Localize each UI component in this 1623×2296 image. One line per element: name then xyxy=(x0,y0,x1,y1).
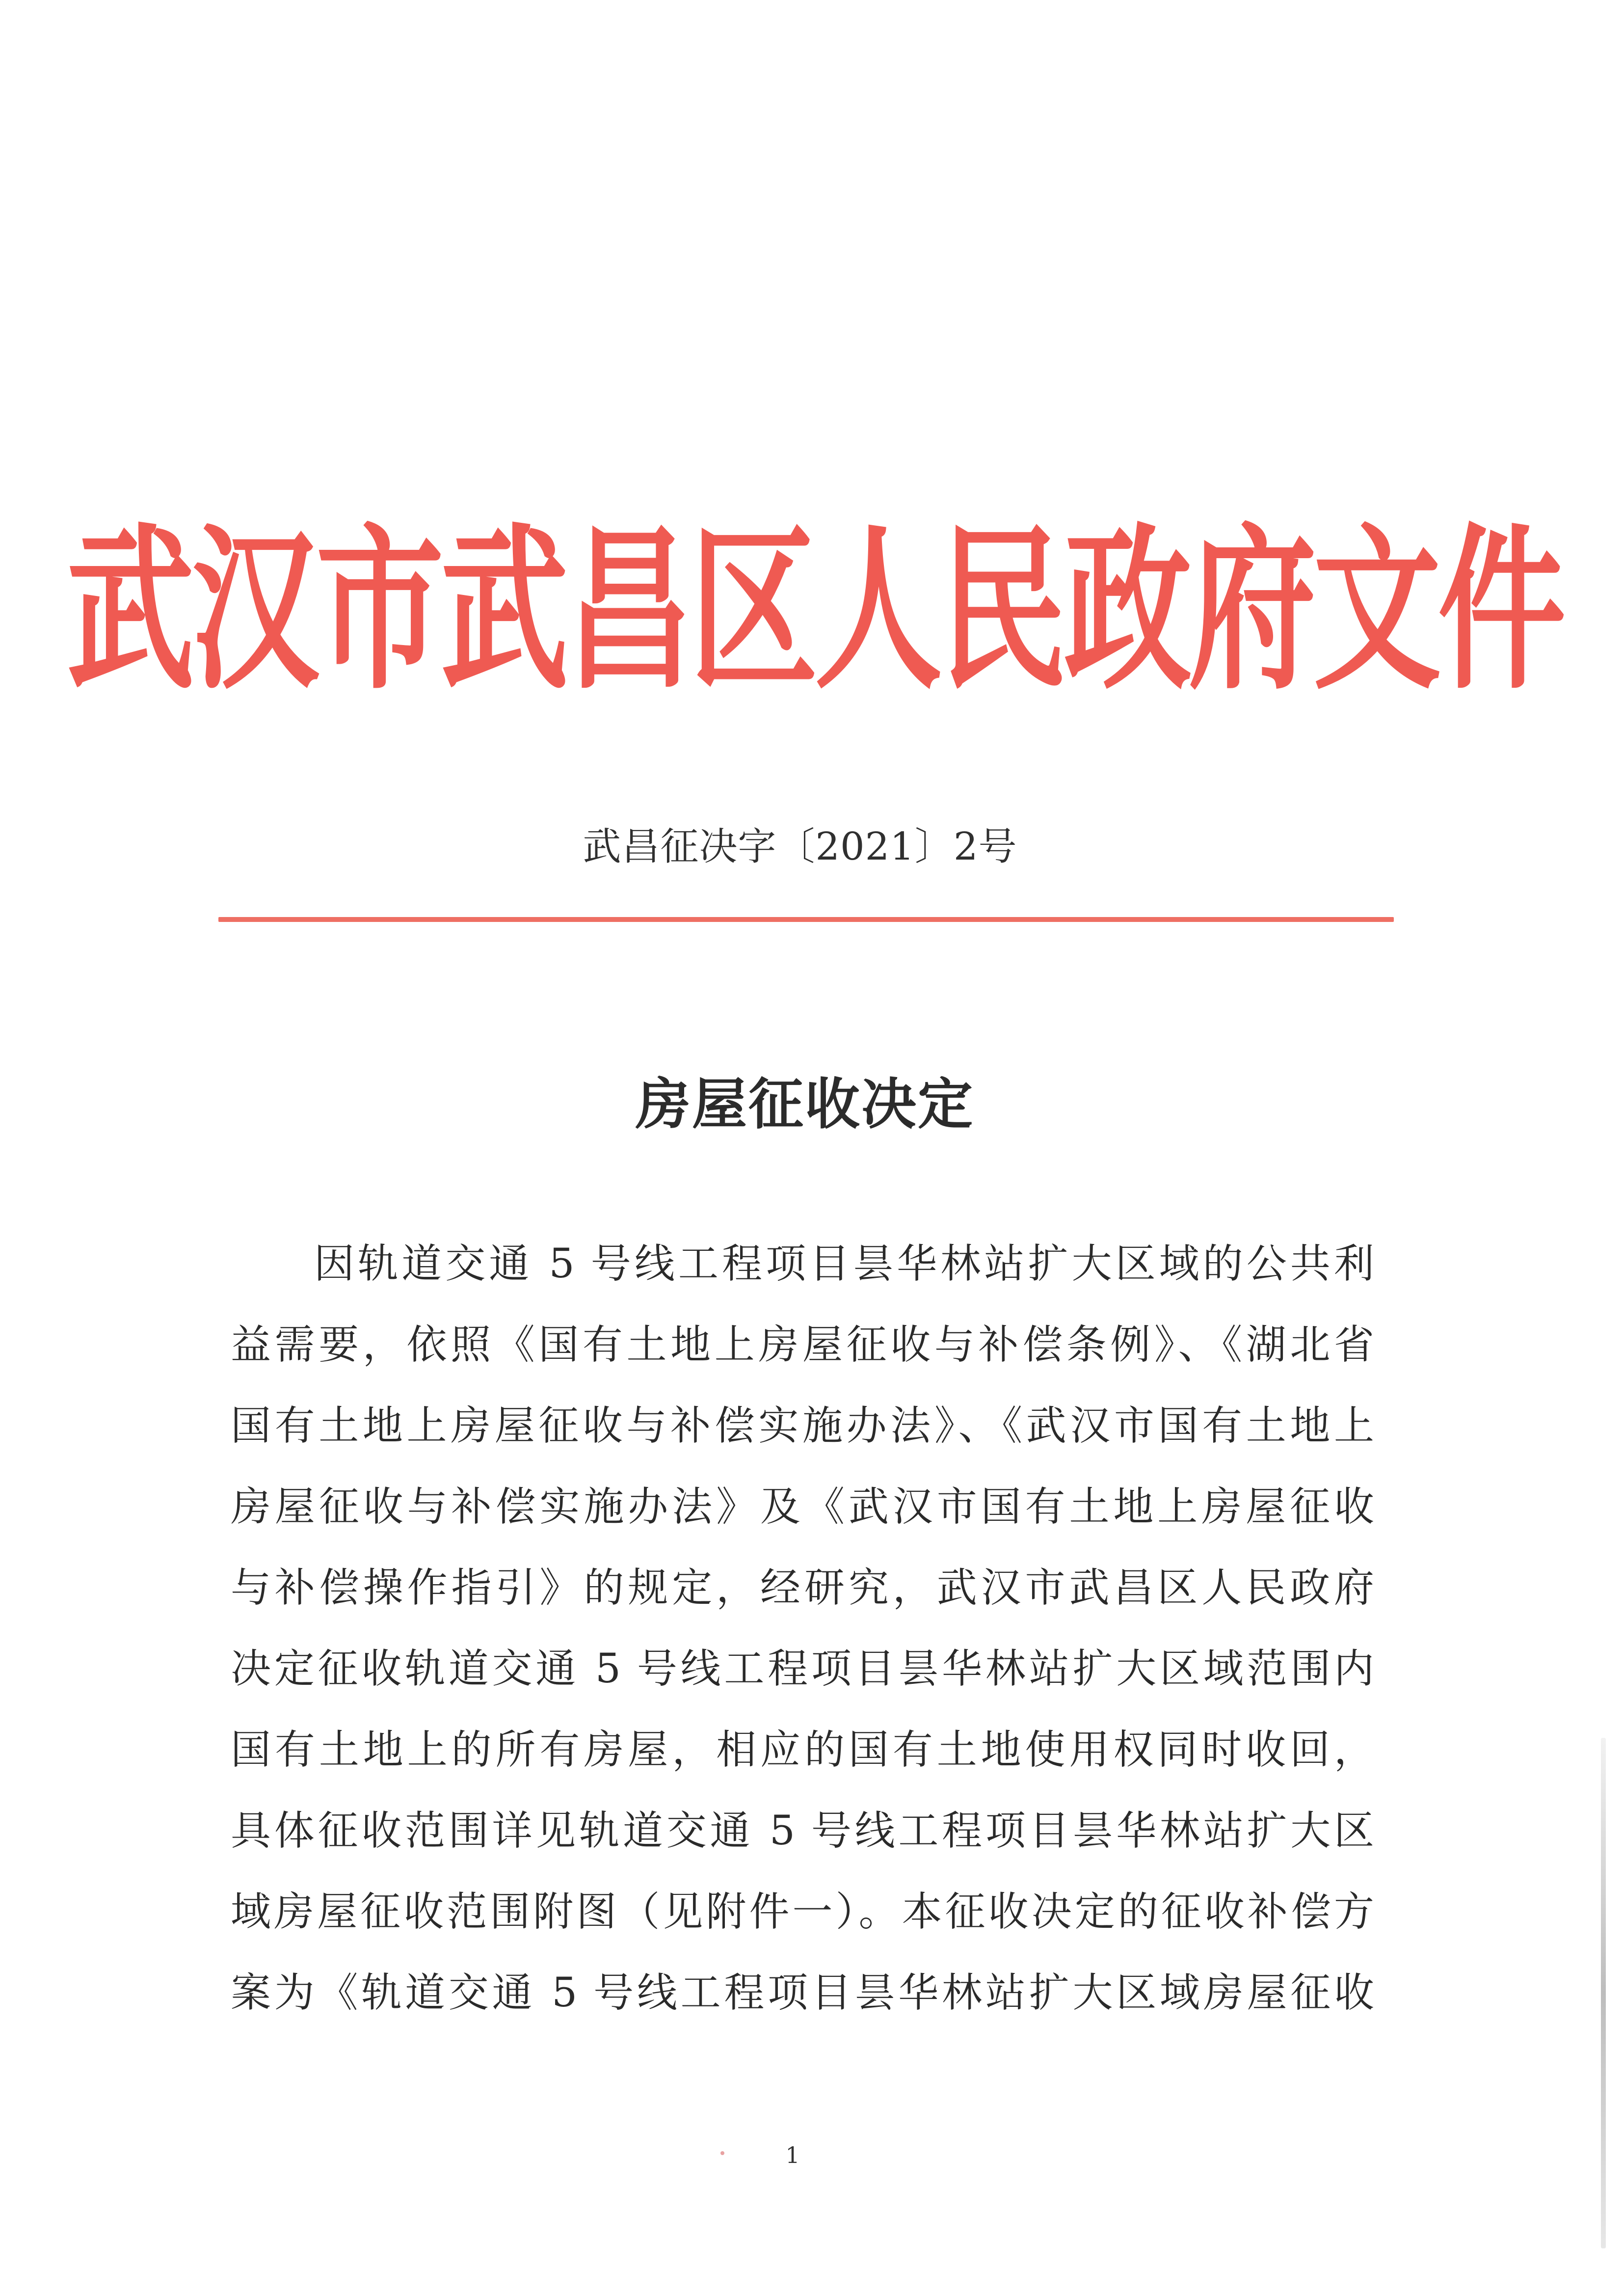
masthead: 武汉市武昌区人民政府文件 xyxy=(67,509,1563,714)
document-number: 武昌征决字〔2021〕2号 xyxy=(583,825,1017,869)
body-line: 决定征收轨道交通 5 号线工程项目昙华林站扩大区域范围内 xyxy=(231,1646,1374,1692)
body-line: 案为《轨道交通 5 号线工程项目昙华林站扩大区域房屋征收 xyxy=(231,1970,1374,2016)
body-line: 具体征收范围详见轨道交通 5 号线工程项目昙华林站扩大区 xyxy=(231,1808,1374,1854)
body-line: 国有土地上的所有房屋，相应的国有土地使用权同时收回， xyxy=(231,1727,1374,1773)
body-line: 与补偿操作指引》的规定，经研究，武汉市武昌区人民政府 xyxy=(231,1565,1374,1611)
body-line: 因轨道交通 5 号线工程项目昙华林站扩大区域的公共利 xyxy=(314,1241,1374,1287)
document-title: 房屋征收决定 xyxy=(636,1072,974,1136)
scan-edge-mark xyxy=(1601,1738,1606,2248)
scan-dot-mark xyxy=(720,2151,724,2155)
body-line: 房屋征收与补偿实施办法》及《武汉市国有土地上房屋征收 xyxy=(231,1484,1374,1530)
page-number: 1 xyxy=(785,2142,800,2168)
body-line: 益需要，依照《国有土地上房屋征收与补偿条例》、《湖北省 xyxy=(231,1322,1374,1368)
body-line: 域房屋征收范围附图（见附件一）。本征收决定的征收补偿方 xyxy=(231,1889,1374,1935)
body-line: 国有土地上房屋征收与补偿实施办法》、《武汉市国有土地上 xyxy=(231,1403,1374,1449)
